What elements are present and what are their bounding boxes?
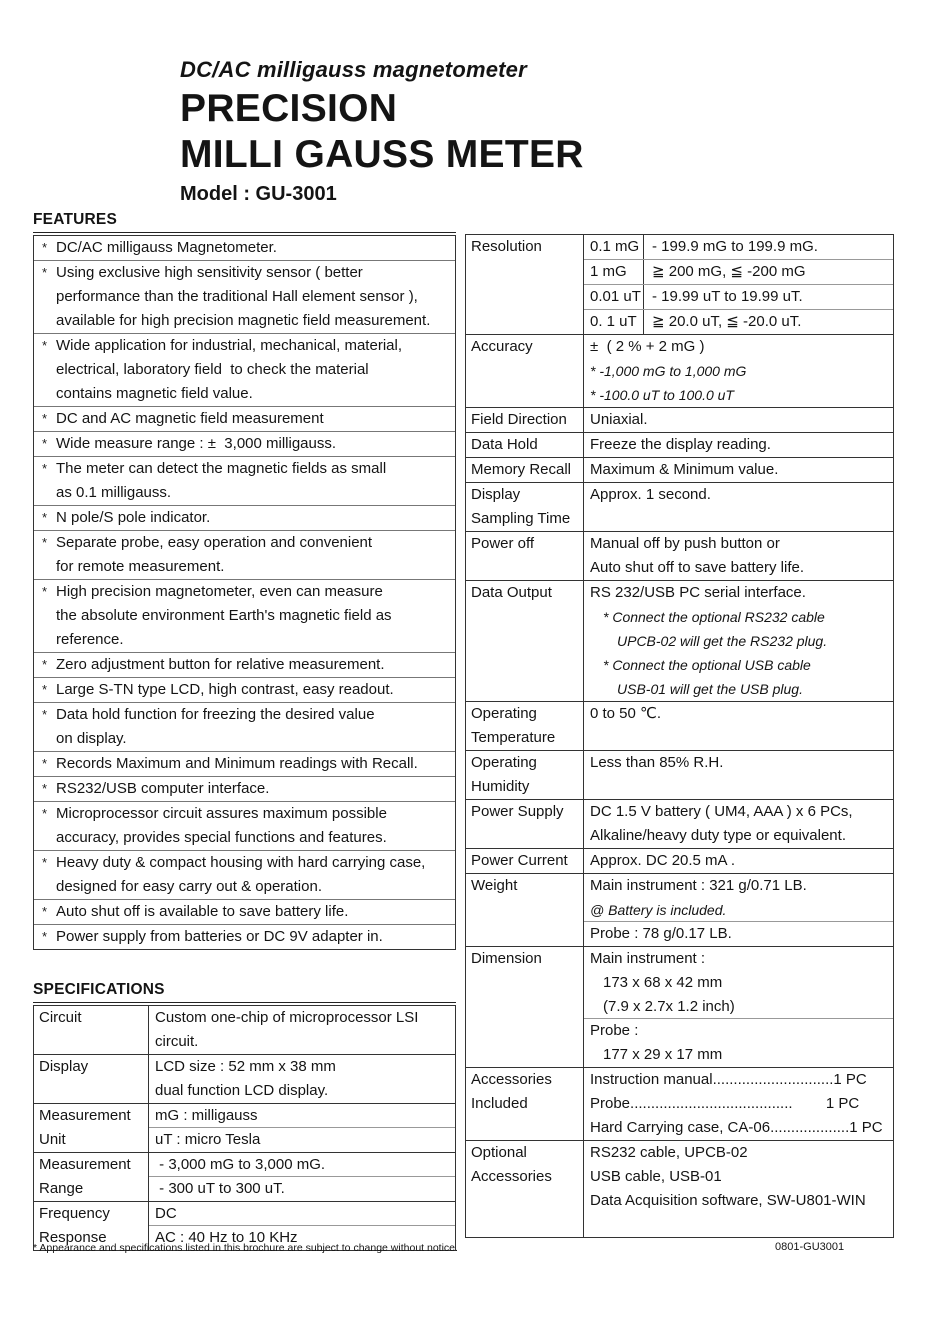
resolution-subrow: [584, 310, 893, 334]
resolution-range-cell: ≧ 20.0 uT, ≦ -20.0 uT.: [652, 313, 802, 330]
spec-value: [149, 1104, 455, 1152]
spec-label: [466, 408, 584, 432]
feature-line: [34, 555, 455, 579]
spec-label: [466, 581, 584, 701]
spec-value-line: * -1,000 mG to 1,000 mG: [590, 363, 747, 379]
spec-label: [466, 751, 584, 799]
spec-label: [466, 849, 584, 873]
feature-item: [34, 703, 455, 752]
feature-line: [34, 875, 455, 899]
feature-text: reference.: [56, 631, 124, 648]
spec-value-line: Data Acquisition software, SW-U801-WIN: [590, 1192, 866, 1209]
spec-row: [466, 581, 893, 702]
spec-value-line: Custom one-chip of microprocessor LSI: [155, 1009, 419, 1026]
spec-value: [584, 581, 893, 701]
spec-value-blank-line: [590, 1213, 893, 1237]
spec-label: [34, 1104, 149, 1152]
feature-text: the absolute environment Earth's magnetic field as: [56, 607, 392, 624]
spec-label-line: Dimension: [471, 950, 542, 967]
feature-line: [34, 261, 455, 285]
asterisk-bullet: [34, 826, 56, 850]
product-model: Model : GU-3001: [180, 183, 337, 205]
feature-line: [34, 236, 455, 260]
feature-line: [34, 506, 455, 530]
feature-text: Records Maximum and Minimum readings with Recall.: [56, 755, 418, 772]
spec-label: [466, 483, 584, 531]
spec-label-line: Accessories: [471, 1168, 552, 1185]
feature-line: [34, 752, 455, 776]
spec-value-line: Hard Carrying case, CA-06...................1 PC: [590, 1119, 883, 1136]
resolution-range-cell: ≧ 200 mG, ≦ -200 mG: [652, 263, 806, 280]
spec-row: [466, 874, 893, 947]
feature-line: [34, 407, 455, 431]
spec-row: [466, 483, 893, 532]
feature-text: designed for easy carry out & operation.: [56, 878, 322, 895]
feature-text: High precision magnetometer, even can measure: [56, 583, 383, 600]
spec-label-line: Unit: [39, 1131, 66, 1148]
spec-value: [584, 235, 893, 334]
feature-text: N pole/S pole indicator.: [56, 509, 211, 526]
feature-item: [34, 900, 455, 925]
feature-item: [34, 506, 455, 531]
doc-code: 0801-GU3001: [775, 1241, 845, 1253]
spec-value: [584, 702, 893, 750]
spec-label-line: Temperature: [471, 729, 556, 746]
feature-line: [34, 481, 455, 505]
spec-value-line: Less than 85% R.H.: [590, 754, 724, 771]
spec-label-line: Resolution: [471, 238, 542, 255]
spec-label-line: Included: [471, 1095, 528, 1112]
resolution-subrow: [584, 260, 893, 285]
resolution-step-cell: 0.1 mG: [584, 235, 644, 259]
spec-label-line: Power off: [471, 535, 535, 552]
spec-value: [584, 874, 893, 946]
spec-label-line: Operating: [471, 754, 537, 771]
spec-label-line: Measurement: [39, 1156, 131, 1173]
feature-line: [34, 777, 455, 801]
spec-value: [584, 532, 893, 580]
feature-text: Separate probe, easy operation and convenient: [56, 534, 373, 551]
spec-row: [466, 702, 893, 751]
spec-label: [466, 235, 584, 334]
spec-row: [466, 751, 893, 800]
feature-text: Wide application for industrial, mechanical, material,: [56, 337, 402, 354]
spec-row: [34, 1055, 455, 1104]
feature-item: [34, 432, 455, 457]
spec-value-line: Probe....................................... 1 PC: [590, 1095, 860, 1112]
asterisk-bullet: *: [42, 756, 48, 771]
spec-label-line: Humidity: [471, 778, 530, 795]
left-column: [33, 211, 456, 1251]
asterisk-bullet: *: [42, 781, 48, 796]
feature-text: as 0.1 milligauss.: [56, 484, 172, 501]
spec-label-line: Data Output: [471, 584, 552, 601]
spec-row: [466, 235, 893, 335]
spec-row: [466, 849, 893, 874]
spec-value-line: 177 x 29 x 17 mm: [603, 1046, 723, 1063]
resolution-subrow: [584, 235, 893, 260]
spec-label-line: Display: [39, 1058, 89, 1075]
feature-text: electrical, laboratory field to check the material: [56, 361, 369, 378]
spec-label: [466, 458, 584, 482]
feature-text: Large S-TN type LCD, high contrast, easy readout.: [56, 681, 394, 698]
feature-line: [34, 703, 455, 727]
spec-value-line: USB cable, USB-01: [590, 1168, 722, 1185]
spec-value: [584, 335, 893, 407]
feature-item: [34, 236, 455, 261]
spec-value-line: Maximum & Minimum value.: [590, 461, 779, 478]
feature-item: [34, 531, 455, 580]
asterisk-bullet: *: [42, 436, 48, 451]
spec-value-line: Instruction manual.............................1 PC: [590, 1071, 867, 1088]
feature-line: [34, 851, 455, 875]
spec-value-line: Probe :: [590, 1022, 639, 1039]
spec-value: [584, 800, 893, 848]
feature-text: Wide measure range : ± 3,000 milligauss.: [56, 435, 337, 452]
right-column: [465, 232, 894, 1238]
asterisk-bullet: *: [42, 929, 48, 944]
feature-line: [34, 309, 455, 333]
feature-item: [34, 457, 455, 506]
resolution-step-cell: 1 mG: [584, 260, 644, 284]
spec-value-line: Probe : 78 g/0.17 LB.: [590, 925, 732, 942]
spec-label: [34, 1055, 149, 1103]
feature-text: The meter can detect the magnetic fields as small: [56, 460, 387, 477]
spec-value-line: LCD size : 52 mm x 38 mm: [155, 1058, 336, 1075]
feature-text: for remote measurement.: [56, 558, 225, 575]
feature-text: Using exclusive high sensitivity sensor ( better: [56, 264, 363, 281]
feature-item: [34, 407, 455, 432]
spec-label-line: Memory Recall: [471, 461, 572, 478]
spec-label-line: Power Current: [471, 852, 568, 869]
spec-label: [34, 1006, 149, 1054]
asterisk-bullet: *: [42, 461, 48, 476]
spec-value-line: 0 to 50 ℃.: [590, 705, 662, 722]
spec-value: [584, 458, 893, 482]
feature-line: [34, 604, 455, 628]
spec-value: [584, 408, 893, 432]
spec-label: [466, 800, 584, 848]
asterisk-bullet: *: [42, 855, 48, 870]
feature-line: [34, 678, 455, 702]
feature-text: DC/AC milligauss Magnetometer.: [56, 239, 277, 256]
spec-value-line: ± ( 2 % + 2 mG ): [590, 338, 705, 355]
resolution-step-cell: 0.01 uT: [584, 285, 644, 309]
spec-value-line: * Connect the optional USB cable: [603, 657, 811, 673]
resolution-subrow: [584, 285, 893, 310]
feature-text: available for high precision magnetic field measurement.: [56, 312, 431, 329]
spec-value: [584, 947, 893, 1067]
spec-value-line: Alkaline/heavy duty type or equivalent.: [590, 827, 846, 844]
spec-row: [466, 532, 893, 581]
feature-text: accuracy, provides special functions and features.: [56, 829, 387, 846]
asterisk-bullet: *: [42, 806, 48, 821]
spec-value-line: RS232 cable, UPCB-02: [590, 1144, 748, 1161]
feature-line: [34, 653, 455, 677]
spec-row: [466, 408, 893, 433]
asterisk-bullet: *: [42, 657, 48, 672]
feature-item: [34, 777, 455, 802]
feature-line: [34, 826, 455, 850]
feature-line: [34, 900, 455, 924]
spec-row: [34, 1104, 455, 1153]
spec-value-line: DC: [155, 1202, 455, 1226]
feature-item: [34, 752, 455, 777]
spec-label-line: Power Supply: [471, 803, 564, 820]
spec-row: [466, 800, 893, 849]
header: [180, 57, 584, 206]
feature-text: Heavy duty & compact housing with hard carrying case,: [56, 854, 426, 871]
footnote: * Appearance and specifications listed in this brochure are subject to change without notice.: [33, 1242, 458, 1254]
feature-item: [34, 851, 455, 900]
spec-value: [149, 1055, 455, 1103]
spec-label: [466, 1141, 584, 1237]
spec-label-line: Sampling Time: [471, 510, 571, 527]
spec-value-line: - 3,000 mG to 3,000 mG.: [155, 1153, 455, 1177]
asterisk-bullet: *: [42, 240, 48, 255]
feature-item: [34, 334, 455, 407]
spec-value-line: Approx. 1 second.: [590, 486, 711, 503]
product-subtitle: DC/AC milligauss magnetometer: [180, 57, 527, 82]
asterisk-bullet: [34, 727, 56, 751]
spec-value-line: USB-01 will get the USB plug.: [617, 681, 803, 697]
asterisk-bullet: *: [42, 707, 48, 722]
asterisk-bullet: *: [42, 411, 48, 426]
feature-line: [34, 334, 455, 358]
asterisk-bullet: [34, 604, 56, 628]
spec-value-line: circuit.: [155, 1033, 199, 1050]
asterisk-bullet: *: [42, 338, 48, 353]
spec-label: [466, 874, 584, 946]
asterisk-bullet: [34, 481, 56, 505]
product-title: [180, 86, 584, 178]
asterisk-bullet: *: [42, 535, 48, 550]
asterisk-bullet: [34, 875, 56, 899]
spec-value: [584, 483, 893, 531]
spec-label-line: Display: [471, 486, 521, 503]
feature-text: performance than the traditional Hall element sensor ),: [56, 288, 418, 305]
spec-label-line: Optional: [471, 1144, 527, 1161]
features-heading: FEATURES: [33, 211, 456, 233]
spec-value-line: (7.9 x 2.7x 1.2 inch): [590, 995, 893, 1019]
spec-value-line: RS 232/USB PC serial interface.: [590, 584, 806, 601]
spec-label: [466, 335, 584, 407]
product-title-line1: PRECISION: [180, 87, 398, 130]
specifications-table: [33, 1005, 456, 1251]
feature-item: [34, 925, 455, 949]
asterisk-bullet: [34, 285, 56, 309]
spec-value-line: Approx. DC 20.5 mA .: [590, 852, 736, 869]
spec-label-line: Operating: [471, 705, 537, 722]
feature-item: [34, 653, 455, 678]
feature-line: [34, 382, 455, 406]
spec-label-line: Accessories: [471, 1071, 552, 1088]
asterisk-bullet: [34, 628, 56, 652]
feature-item: [34, 802, 455, 851]
feature-text: Data hold function for freezing the desired value: [56, 706, 375, 723]
feature-item: [34, 261, 455, 334]
spec-label: [466, 1068, 584, 1140]
resolution-range-cell: - 199.9 mG to 199.9 mG.: [652, 238, 818, 255]
asterisk-bullet: [34, 555, 56, 579]
spec-label-line: Field Direction: [471, 411, 567, 428]
spec-label-line: Weight: [471, 877, 518, 894]
feature-line: [34, 628, 455, 652]
spec-value-line: Uniaxial.: [590, 411, 648, 428]
spec-value-line: Freeze the display reading.: [590, 436, 771, 453]
asterisk-bullet: [34, 309, 56, 333]
spec-row: [34, 1153, 455, 1202]
feature-line: [34, 802, 455, 826]
spec-row: [466, 1141, 893, 1237]
feature-text: Microprocessor circuit assures maximum possible: [56, 805, 387, 822]
feature-text: Auto shut off is available to save battery life.: [56, 903, 349, 920]
asterisk-bullet: [34, 358, 56, 382]
spec-row: [466, 947, 893, 1068]
spec-label-line: Circuit: [39, 1009, 82, 1026]
spec-value-line: AC : 40 Hz to 10 KHz: [155, 1229, 298, 1246]
detail-specs-table: [465, 234, 894, 1238]
asterisk-bullet: *: [42, 904, 48, 919]
feature-item: [34, 580, 455, 653]
spec-label-line: Accuracy: [471, 338, 533, 355]
feature-line: [34, 285, 455, 309]
feature-line: [34, 925, 455, 949]
spec-label-line: Measurement: [39, 1107, 131, 1124]
spec-value-line: Auto shut off to save battery life.: [590, 559, 805, 576]
feature-line: [34, 432, 455, 456]
spec-row: [466, 1068, 893, 1141]
feature-line: [34, 358, 455, 382]
spec-value: [584, 849, 893, 873]
resolution-step-cell: 0. 1 uT: [584, 310, 644, 334]
spec-value-line: DC 1.5 V battery ( UM4, AAA ) x 6 PCs,: [590, 803, 853, 820]
spec-value-line: - 300 uT to 300 uT.: [155, 1180, 285, 1197]
spec-value-line: UPCB-02 will get the RS232 plug.: [617, 633, 828, 649]
product-title-line2: MILLI GAUSS METER: [180, 133, 584, 176]
feature-text: on display.: [56, 730, 127, 747]
spec-value-line: @ Battery is included.: [590, 898, 893, 922]
spec-label: [466, 702, 584, 750]
spec-label-line: Range: [39, 1180, 84, 1197]
asterisk-bullet: [34, 382, 56, 406]
spec-row: [466, 458, 893, 483]
spec-row: [466, 433, 893, 458]
feature-text: Zero adjustment button for relative measurement.: [56, 656, 385, 673]
spec-row: [466, 335, 893, 408]
feature-text: DC and AC magnetic field measurement: [56, 410, 324, 427]
spec-label: [34, 1153, 149, 1201]
spec-value-line: 173 x 68 x 42 mm: [603, 974, 723, 991]
feature-text: RS232/USB computer interface.: [56, 780, 270, 797]
spec-value: [149, 1006, 455, 1054]
spec-value-line: uT : micro Tesla: [155, 1131, 261, 1148]
features-list: [33, 235, 456, 950]
feature-line: [34, 727, 455, 751]
asterisk-bullet: *: [42, 584, 48, 599]
spec-value-line: dual function LCD display.: [155, 1082, 329, 1099]
spec-value: [584, 1068, 893, 1140]
spec-value-line: mG : milligauss: [155, 1104, 455, 1128]
spec-value: [584, 751, 893, 799]
feature-item: [34, 678, 455, 703]
spec-label-line: Data Hold: [471, 436, 538, 453]
spec-value: [584, 1141, 893, 1237]
spec-value-line: Manual off by push button or: [590, 535, 780, 552]
spec-label-line: Response: [39, 1229, 107, 1246]
asterisk-bullet: *: [42, 682, 48, 697]
spec-label: [466, 433, 584, 457]
feature-line: [34, 457, 455, 481]
spec-label: [466, 947, 584, 1067]
spec-value-line: Main instrument : 321 g/0.71 LB.: [590, 877, 807, 894]
asterisk-bullet: *: [42, 510, 48, 525]
specifications-heading: SPECIFICATIONS: [33, 981, 456, 1003]
spec-value: [584, 433, 893, 457]
feature-line: [34, 531, 455, 555]
feature-text: contains magnetic field value.: [56, 385, 253, 402]
asterisk-bullet: *: [42, 265, 48, 280]
spec-value-line: Main instrument :: [590, 950, 706, 967]
spec-label: [466, 532, 584, 580]
resolution-range-cell: - 19.99 uT to 19.99 uT.: [652, 288, 803, 305]
spec-value-line: * Connect the optional RS232 cable: [603, 609, 825, 625]
spec-value-line: * -100.0 uT to 100.0 uT: [590, 387, 734, 403]
spec-label-line: Frequency: [39, 1205, 110, 1222]
feature-line: [34, 580, 455, 604]
spec-value: [149, 1153, 455, 1201]
feature-text: Power supply from batteries or DC 9V adapter in.: [56, 928, 383, 945]
spec-row: [34, 1006, 455, 1055]
